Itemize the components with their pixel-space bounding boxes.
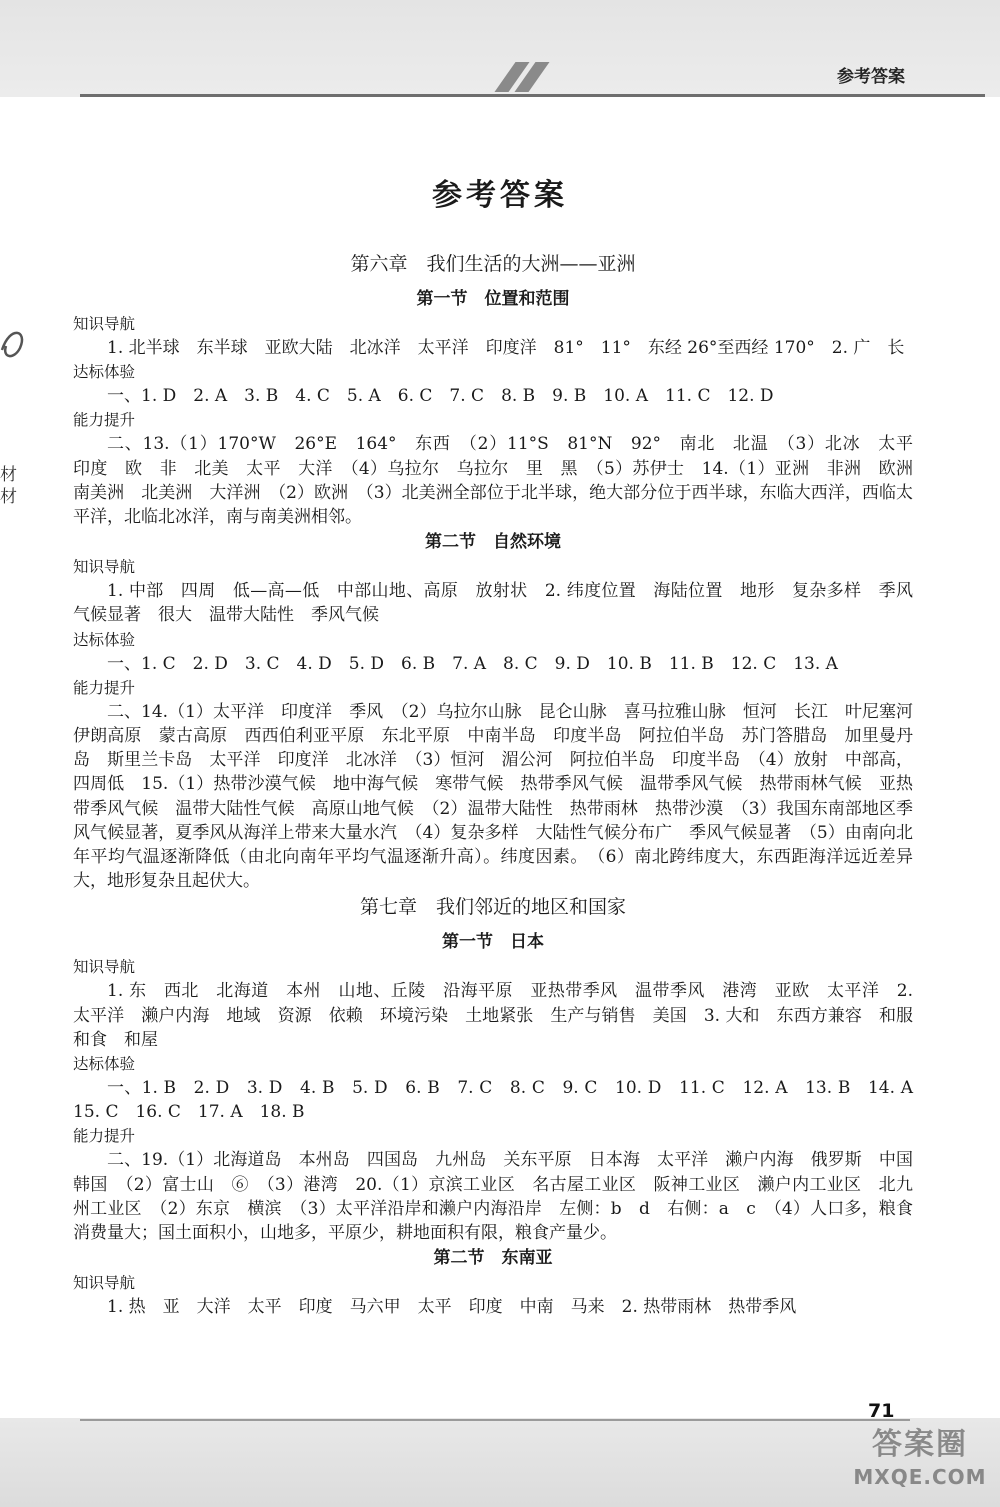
block-label: 知识导航 — [73, 1274, 136, 1293]
block-label: 能力提升 — [73, 1127, 136, 1146]
block-label: 知识导航 — [73, 315, 136, 333]
block-label: 知识导航 — [73, 958, 136, 977]
margin-glyph: 材 — [0, 487, 17, 507]
block-text: 1. 东 西北 北海道 本州 山地、丘陵 沿海平原 亚热带季风 温带季风 港湾 亚欧 太平洋 2. 太平洋 濑户内海 地域 资源 依赖 环境污染 土地紧张 生产与销售 美国 3. 大和 东西方兼容 和服 和食 和屋 — [73, 981, 930, 1050]
block-text: 一、1. C 2. D 3. C 4. D 5. D 6. B 7. A 8. C 9. D 10. B 11. B 12. C 13. A — [107, 653, 838, 674]
footer-rule — [80, 1419, 910, 1421]
header-label: 参考答案 — [837, 67, 905, 87]
page-number: 71 — [868, 1400, 895, 1422]
chapter-title: 第六章 我们生活的大洲——亚洲 — [350, 253, 636, 275]
block-label: 达标体验 — [73, 363, 136, 382]
answer-content — [73, 250, 930, 1319]
chapter-title: 第七章 我们邻近的地区和国家 — [359, 896, 626, 919]
margin-swirl-icon — [0, 320, 30, 370]
page-title: 参考答案 — [432, 178, 568, 213]
watermark-url: MXQE.COM — [853, 1465, 987, 1489]
block-label: 知识导航 — [73, 558, 136, 577]
margin-marks — [0, 310, 30, 520]
section-title: 第二节 东南亚 — [433, 1248, 553, 1269]
margin-glyph: 材 — [0, 465, 17, 485]
header-rule — [80, 94, 985, 97]
section-title: 第一节 日本 — [442, 932, 544, 953]
site-watermark — [850, 1425, 990, 1495]
block-text: 一、1. D 2. A 3. B 4. C 5. A 6. C 7. C 8. B 9. B 10. A 11. C 12. D — [107, 386, 774, 407]
block-text: 1. 中部 四周 低—高—低 中部山地、高原 放射状 2. 纬度位置 海陆位置 地形 复杂多样 季风气候显著 很大 温带大陆性 季风气候 — [73, 581, 913, 626]
block-label: 能力提升 — [73, 678, 136, 697]
block-label: 能力提升 — [73, 411, 136, 430]
block-text: 二、13.（1）170°W 26°E 164° 东西 （2）11°S 81°N 92° 南北 北温 （3）北冰 太平 印度 欧 非 北美 太平 大洋 （4）乌拉尔 乌拉尔 里 黑 （5）苏伊士 14.（1）亚洲 非洲 欧洲 南美洲 北美洲 大洋洲 （2）欧洲 （3）北美洲全部位于北半球，绝大部分位于西半球，东临大西洋，西临太平洋，北临北冰洋，南与南美洲相邻。 — [73, 434, 930, 528]
block-text: 1. 北半球 东半球 亚欧大陆 北冰洋 太平洋 印度洋 81° 11° 东经 26°至西经 170° 2. 广 长 — [107, 338, 905, 358]
section-title: 第一节 位置和范围 — [416, 289, 570, 309]
block-text: 一、1. B 2. D 3. D 4. B 5. D 6. B 7. C 8. C 9. C 10. D 11. C 12. A 13. B 14. A 15. C 16. C 17. A 18. B — [73, 1078, 930, 1123]
block-label: 达标体验 — [73, 1055, 136, 1074]
block-text: 1. 热 亚 大洋 太平 印度 马六甲 太平 印度 中南 马来 2. 热带雨林 热带季风 — [107, 1297, 797, 1318]
section-title: 第二节 自然环境 — [425, 532, 561, 553]
block-text: 二、14.（1）太平洋 印度洋 季风 （2）乌拉尔山脉 昆仑山脉 喜马拉雅山脉 恒河 长江 叶尼塞河 伊朗高原 蒙古高原 西西伯利亚平原 东北平原 中南半岛 印度半岛 阿拉伯半岛 苏门答腊岛 加里曼丹岛 斯里兰卡岛 太平洋 印度洋 北冰洋 （3）恒河 湄公河 阿拉伯半岛 印度半岛 （4）放射 中部高，四周低 15.（1）热带沙漠气候 地中海气候 寒带气候 热带季风气候 温带季风气候 热带雨林气候 亚热带季风气候 温带大陆性气候 高原山地气候 （2）温带大陆性 热带雨林 热带沙漠 （3）我国东南部地区季风气候显著，夏季风从海洋上带来大量水汽 （4）复杂多样 大陆性气候分布广 季风气候显著 （5）由南向北年平均气温逐渐降低（由北向南年平均气温逐渐升高）。纬度因素。 （6）南北跨纬度大，东西距海洋远近差异大，地形复杂且起伏大。 — [73, 701, 930, 892]
block-text: 二、19.（1）北海道岛 本州岛 四国岛 九州岛 关东平原 日本海 太平洋 濑户内海 俄罗斯 中国 韩国 （2）富士山 ⑥ （3）港湾 20.（1）京滨工业区 名古屋工业区 阪神工业区 濑户内工业区 北九州工业区 （2）东京 横滨 （3）太平洋沿岸和濑户内海沿岸 左侧：b d 右侧：a c （4）人口多，粮食消费量大；国土面积小，山地多，平原少，耕地面积有限，粮食产量少。 — [73, 1150, 930, 1244]
block-label: 达标体验 — [73, 630, 136, 649]
watermark-logo-text: 答案圈 — [872, 1427, 968, 1462]
